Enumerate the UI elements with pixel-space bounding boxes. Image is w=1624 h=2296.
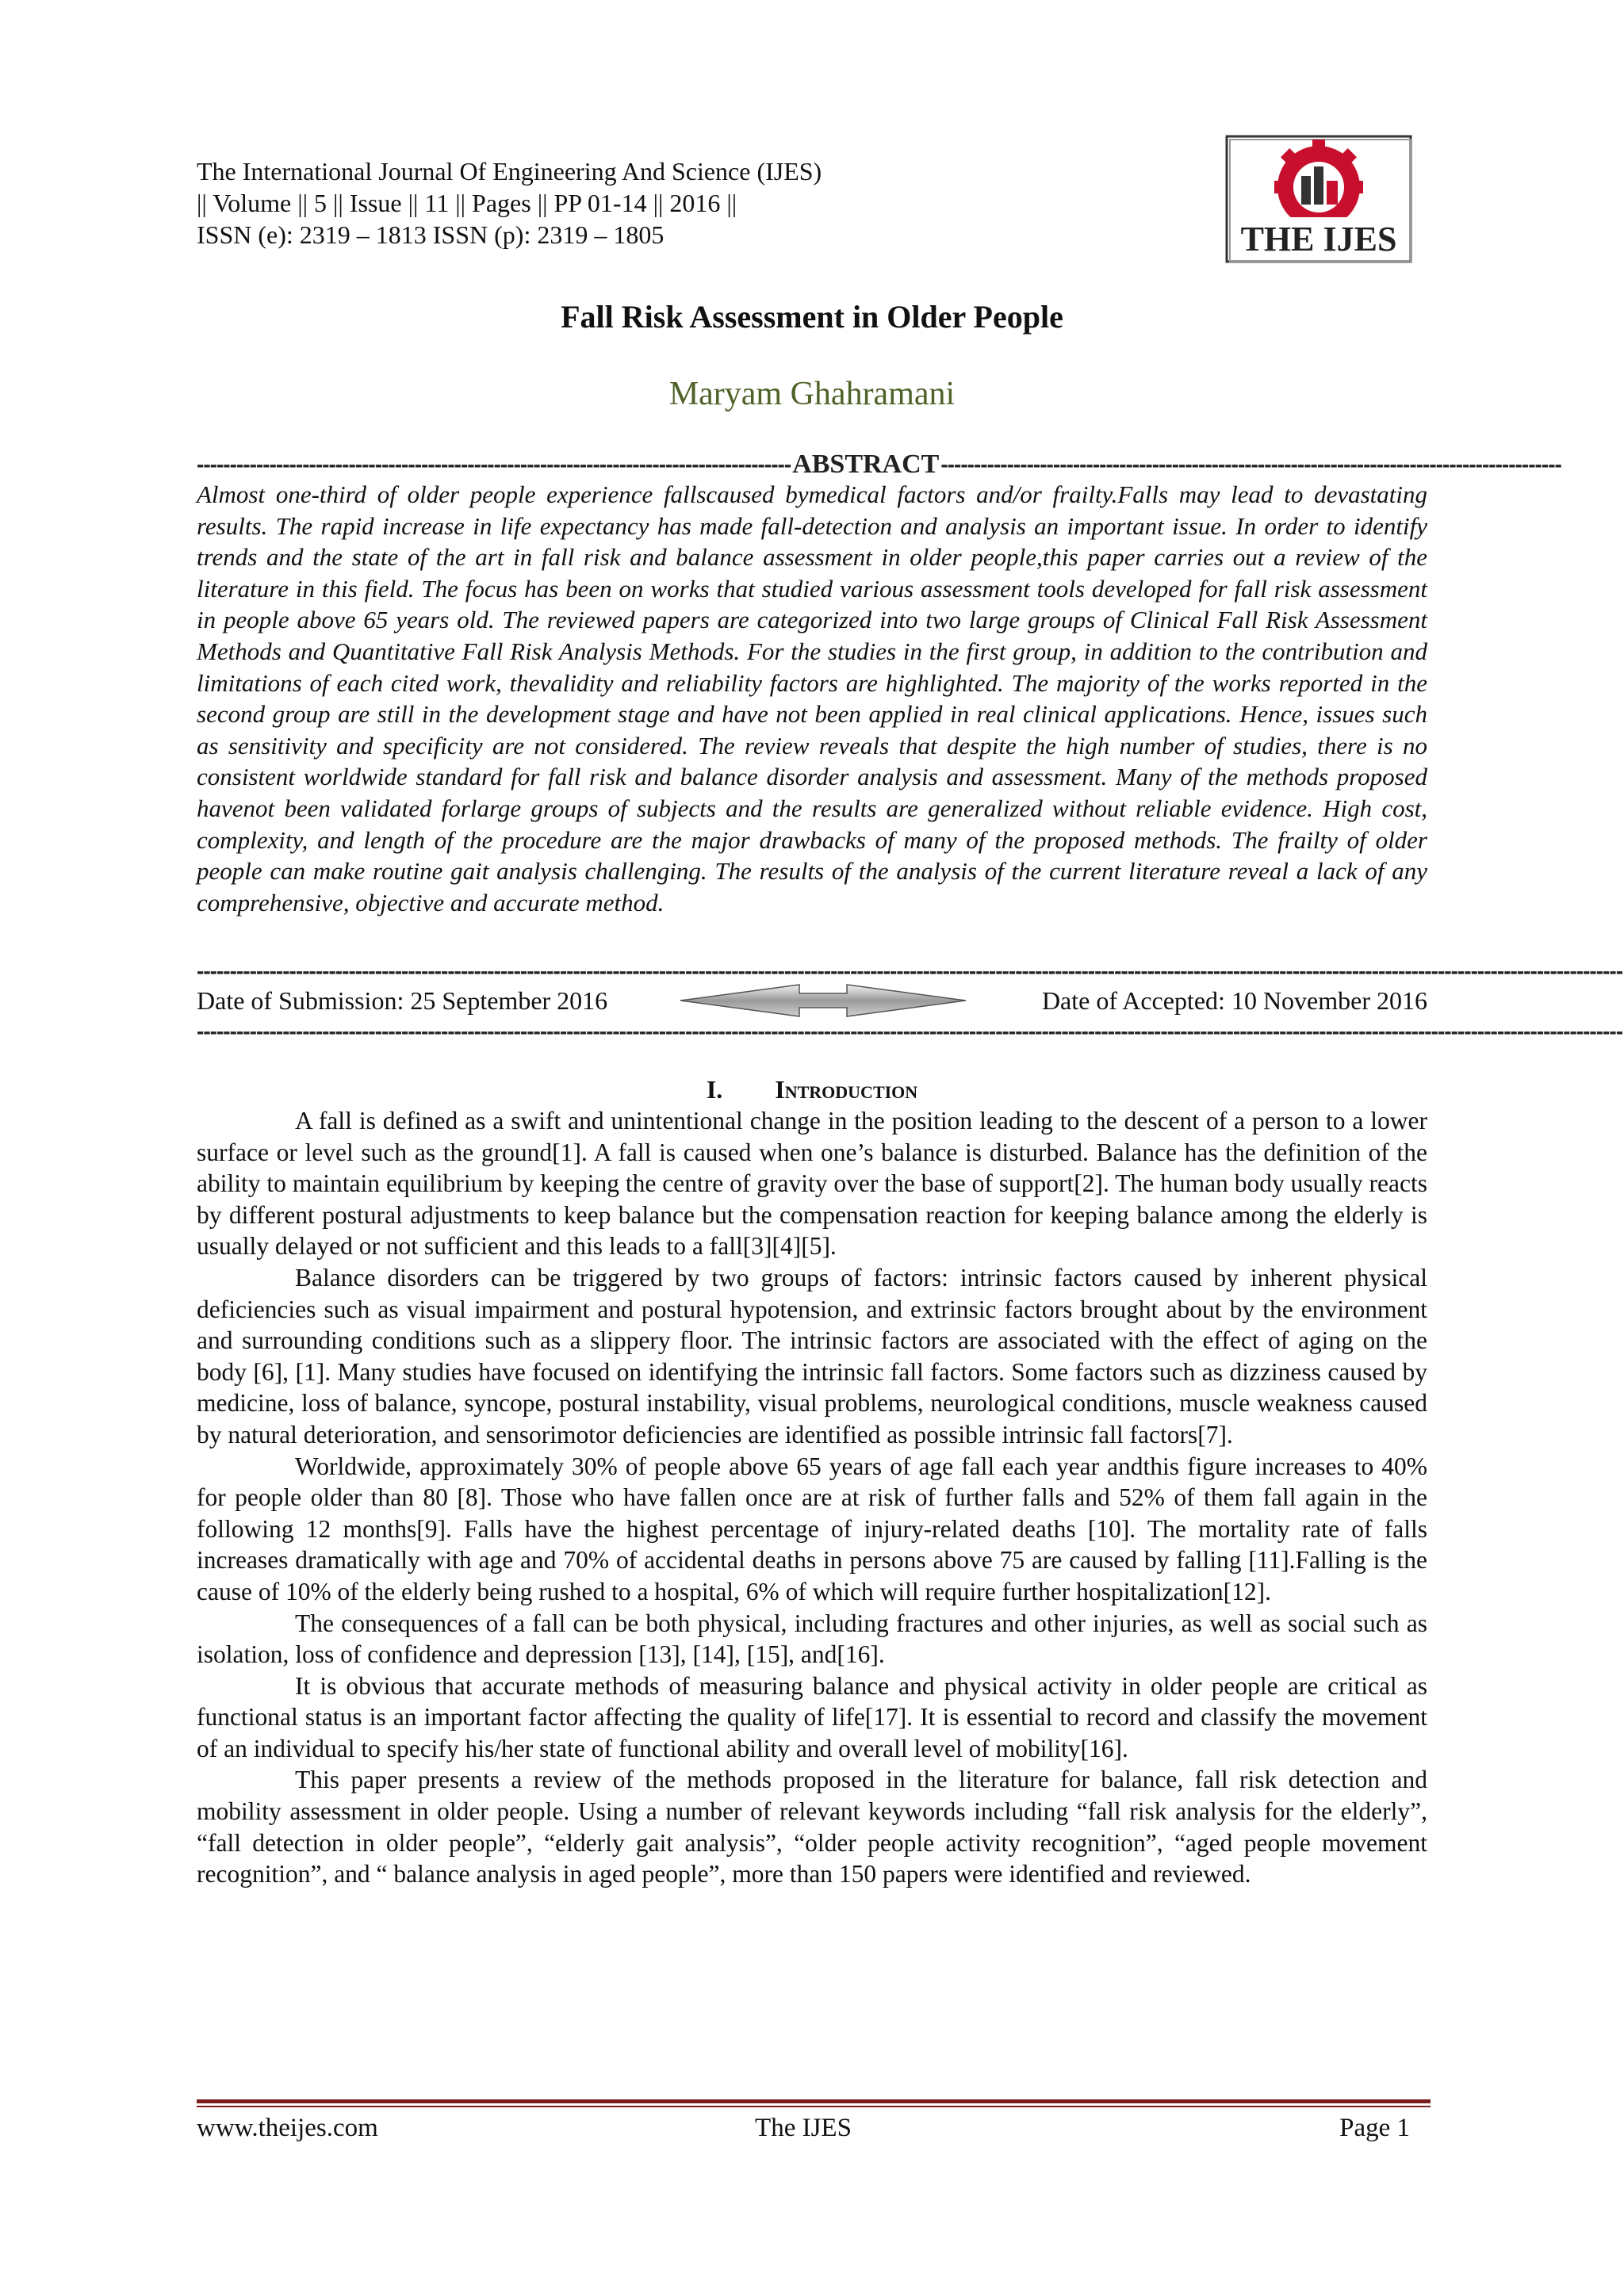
dash-rule-right: ----------------------------------------------------------------------------------------------	[940, 452, 1561, 476]
logo-text: THE IJES	[1240, 220, 1397, 258]
author-name: Maryam Ghahramani	[668, 376, 956, 412]
journal-header	[197, 155, 1069, 251]
section-number: I.	[706, 1075, 723, 1104]
submission-date: Date of Submission: 25 September 2016	[197, 986, 608, 1015]
dash-rule-bottom: ------------------------------------------------------------------------------------------------------------------------------------------------------------------------------------------------------------------------	[197, 1019, 1623, 1043]
volume-info: || Volume || 5 || Issue || 11 || Pages || PP 01-14 || 2016 ||	[197, 189, 737, 217]
issn-info: ISSN (e): 2319 – 1813 ISSN (p): 2319 – 1805	[197, 220, 665, 249]
paragraph: Worldwide, approximately 30% of people above 65 years of age fall each year andthis figure increases to 40% for people older than 80 [8]. Those who have fallen once are at risk of further falls and 52% of them fall again in the following 12 months[9]. Falls have the highest percentage of injury-related deaths [10]. The mortality rate of falls increases dramatically with age and 70% of accidental deaths in persons above 75 are caused by falling [11].Falling is the cause of 10% of the elderly being rushed to a hospital, 6% of which will require further hospitalization[12].	[197, 1452, 1427, 1605]
section-heading	[0, 1073, 1624, 1105]
paragraph: This paper presents a review of the methods proposed in the literature for balance, fall risk detection and mobility assessment in older people. Using a number of relevant keywords including “fall risk analysis for the elderly”, “fall detection in older people”, “elderly gait analysis”, “older people activity recognition”, “aged people movement recognition”, and “ balance analysis in aged people”, more than 150 papers were identified and reviewed.	[197, 1766, 1427, 1888]
paragraph: Balance disorders can be triggered by two groups of factors: intrinsic factors caused by inherent physical deficiencies such as visual impairment and postural hypotension, and extrinsic factors brought about by the environment and surrounding conditions such as a slippery floor. The intrinsic factors are associated with the effect of aging on the body [6], [1]. Many studies have focused on identifying the intrinsic fall factors. Some factors such as dizziness caused by medicine, loss of balance, syncope, postural instability, visual problems, neurological conditions, muscle weakness caused by natural deterioration, and sensorimotor deficiencies are identified as possible intrinsic fall factors[7].	[197, 1263, 1427, 1448]
paper-title: Fall Risk Assessment in Older People	[561, 299, 1063, 335]
introduction-body	[197, 1105, 1427, 1890]
footer-rule-thin	[197, 2106, 1431, 2107]
abstract-text: Almost one-third of older people experience fallscaused bymedical factors and/or frailty.Falls may lead to devastating results. The rapid increase in life expectancy has made fall-detection and analysis an important issue. In order to identify trends and the state of the art in fall risk and balance assessment in older people,this paper carries out a review of the literature in this field. The focus has been on works that studied various assessment tools developed for fall risk assessment in people above 65 years old. The reviewed papers are categorized into two large groups of Clinical Fall Risk Assessment Methods and Quantitative Fall Risk Analysis Methods. For the studies in the first group, in addition to the contribution and limitations of each cited work, thevalidity and reliability factors are highlighted. The majority of the works reported in the second group are still in the development stage and have not been applied in real clinical applications. Hence, issues such as sensitivity and specificity are not considered. The review reveals that despite the high number of studies, there is no consistent worldwide standard for fall risk and balance disorder analysis and assessment. Many of the methods proposed havenot been validated forlarge groups of subjects and the results are generalized without reliable evidence. High cost, complexity, and length of the procedure are the major drawbacks of many of the proposed methods. The frailty of older people can make routine gait analysis challenging. The results of the analysis of the current literature reveal a lack of any comprehensive, objective and accurate method.	[197, 480, 1427, 916]
double-arrow-icon	[680, 983, 966, 1018]
accepted-date: Date of Accepted: 10 November 2016	[1041, 986, 1427, 1015]
page-number: Page 1	[1339, 2114, 1410, 2142]
dash-rule-left: ------------------------------------------------------------------------------------------	[197, 452, 791, 476]
dash-rule-top: ------------------------------------------------------------------------------------------------------------------------------------------------------------------------------------------------------------------------	[197, 959, 1623, 983]
footer-rule	[197, 2099, 1431, 2103]
paragraph: It is obvious that accurate methods of measuring balance and physical activity in older people are critical as functional status is an important factor affecting the quality of life[17]. It is essential to record and classify the movement of an individual to specify his/her state of functional ability and overall level of mobility[16].	[197, 1671, 1427, 1762]
abstract-heading-row	[197, 449, 1561, 480]
dates-row	[197, 983, 1427, 1018]
paragraph: The consequences of a fall can be both physical, including fractures and other injuries, as well as social such as isolation, loss of confidence and depression [13], [14], [15], and[16].	[197, 1609, 1427, 1669]
ijes-logo	[1225, 135, 1412, 263]
footer-website: www.theijes.com	[197, 2114, 378, 2142]
section-title: Introduction	[775, 1075, 918, 1104]
footer-journal: The IJES	[755, 2114, 852, 2142]
paragraph: A fall is defined as a swift and unintentional change in the position leading to the descent of a person to a lower surface or level such as the ground[1]. A fall is caused when one’s balance is disturbed. Balance has the definition of the ability to maintain equilibrium by keeping the centre of gravity over the base of support[2]. The human body usually reacts by different postural adjustments to keep balance but the compensation reaction for keeping balance among the elderly is usually delayed or not sufficient and this leads to a fall[3][4][5].	[197, 1107, 1427, 1261]
abstract-heading: ABSTRACT	[792, 450, 940, 479]
page-footer	[197, 2109, 1410, 2147]
journal-name: The International Journal Of Engineering And Science (IJES)	[197, 157, 822, 186]
